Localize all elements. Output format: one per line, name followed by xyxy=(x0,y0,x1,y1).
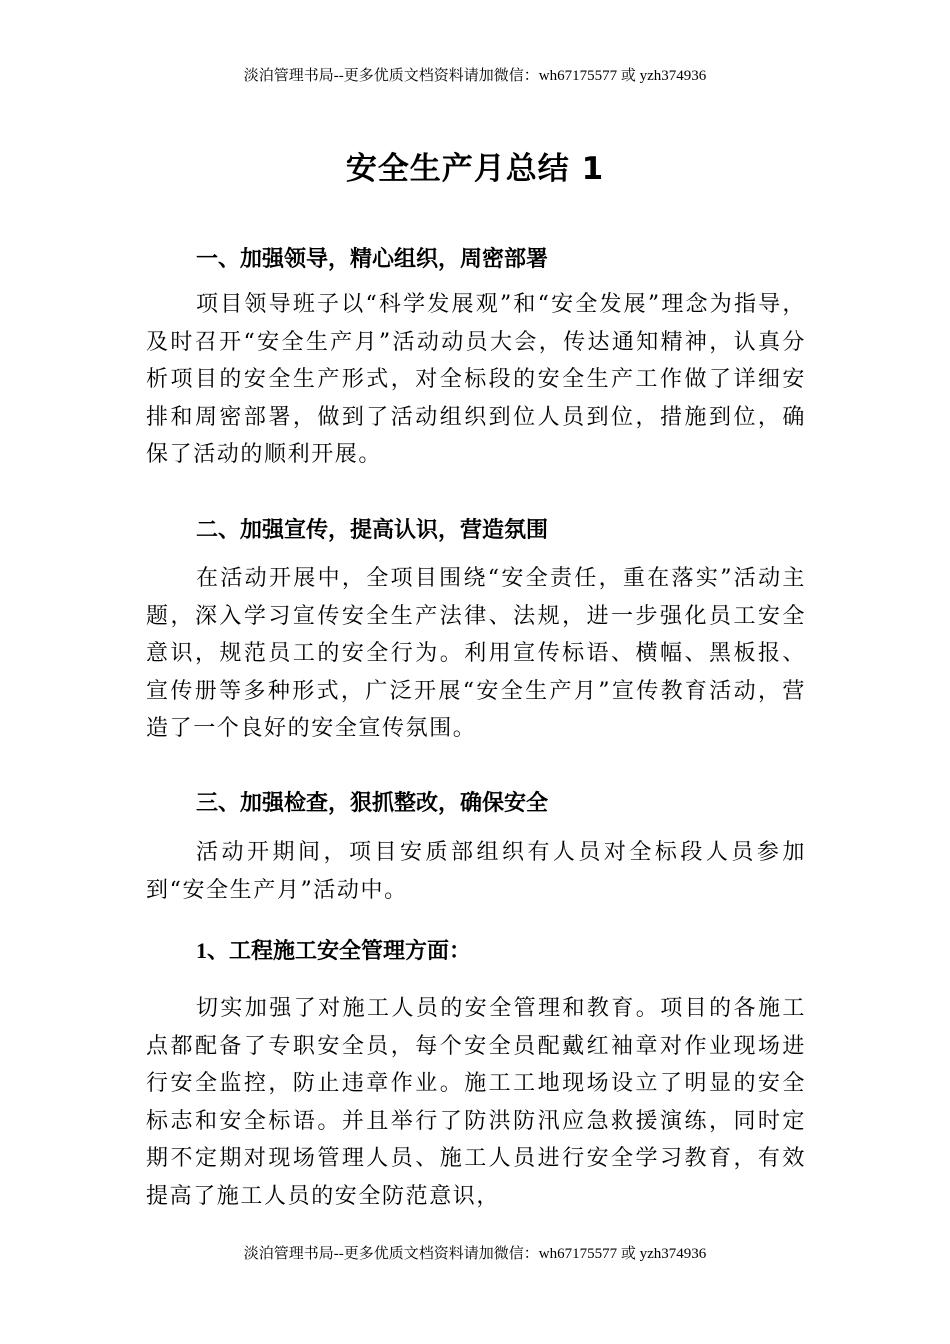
section-2-heading: 二、加强宣传，提高认识，营造氛围 xyxy=(196,518,549,543)
section-3-paragraph: 活动开期间，项目安质部组织有人员对全标段人员参加到“安全生产月”活动中。 xyxy=(146,840,806,903)
page-footer-note: 淡泊管理书局--更多优质文档资料请加微信：wh67175577 或 yzh374936 xyxy=(243,1246,707,1262)
subsection-1-paragraph: 切实加强了对施工人员的安全管理和教育。项目的各施工点都配备了专职安全员，每个安全员配戴红袖章对作业现场进行安全监控，防止违章作业。施工工地现场设立了明显的安全标志和安全标语。并且举行了防洪防汛应急救援演练，同时定期不定期对现场管理人员、施工人员进行安全学习教育，有效提高了施工人员的安全防范意识， xyxy=(146,996,806,1209)
section-2-paragraph: 在活动开展中，全项目围绕“安全责任，重在落实”活动主题，深入学习宣传安全生产法律、法规，进一步强化员工安全意识，规范员工的安全行为。利用宣传标语、横幅、黑板报、宣传册等多种形式，广泛开展“安全生产月”宣传教育活动，营造了一个良好的安全宣传氛围。 xyxy=(146,566,806,742)
section-1-paragraph: 项目领导班子以“科学发展观”和“安全发展”理念为指导，及时召开“安全生产月”活动动员大会，传达通知精神，认真分析项目的安全生产形式，对全标段的安全生产工作做了详细安排和周密部署，做到了活动组织到位人员到位，措施到位，确保了活动的顺利开展。 xyxy=(146,292,806,468)
subsection-1-title: 、工程施工安全管理方面： xyxy=(207,939,472,964)
section-3-heading: 三、加强检查，狠抓整改，确保安全 xyxy=(196,791,549,816)
subsection-1-heading xyxy=(196,936,806,967)
section-1-heading: 一、加强领导，精心组织，周密部署 xyxy=(196,247,549,272)
page-header-note: 淡泊管理书局--更多优质文档资料请加微信：wh67175577 或 yzh374936 xyxy=(243,68,707,84)
subsection-1-number: 1 xyxy=(196,938,207,963)
document-title: 安全生产月总结 1 xyxy=(345,151,605,187)
